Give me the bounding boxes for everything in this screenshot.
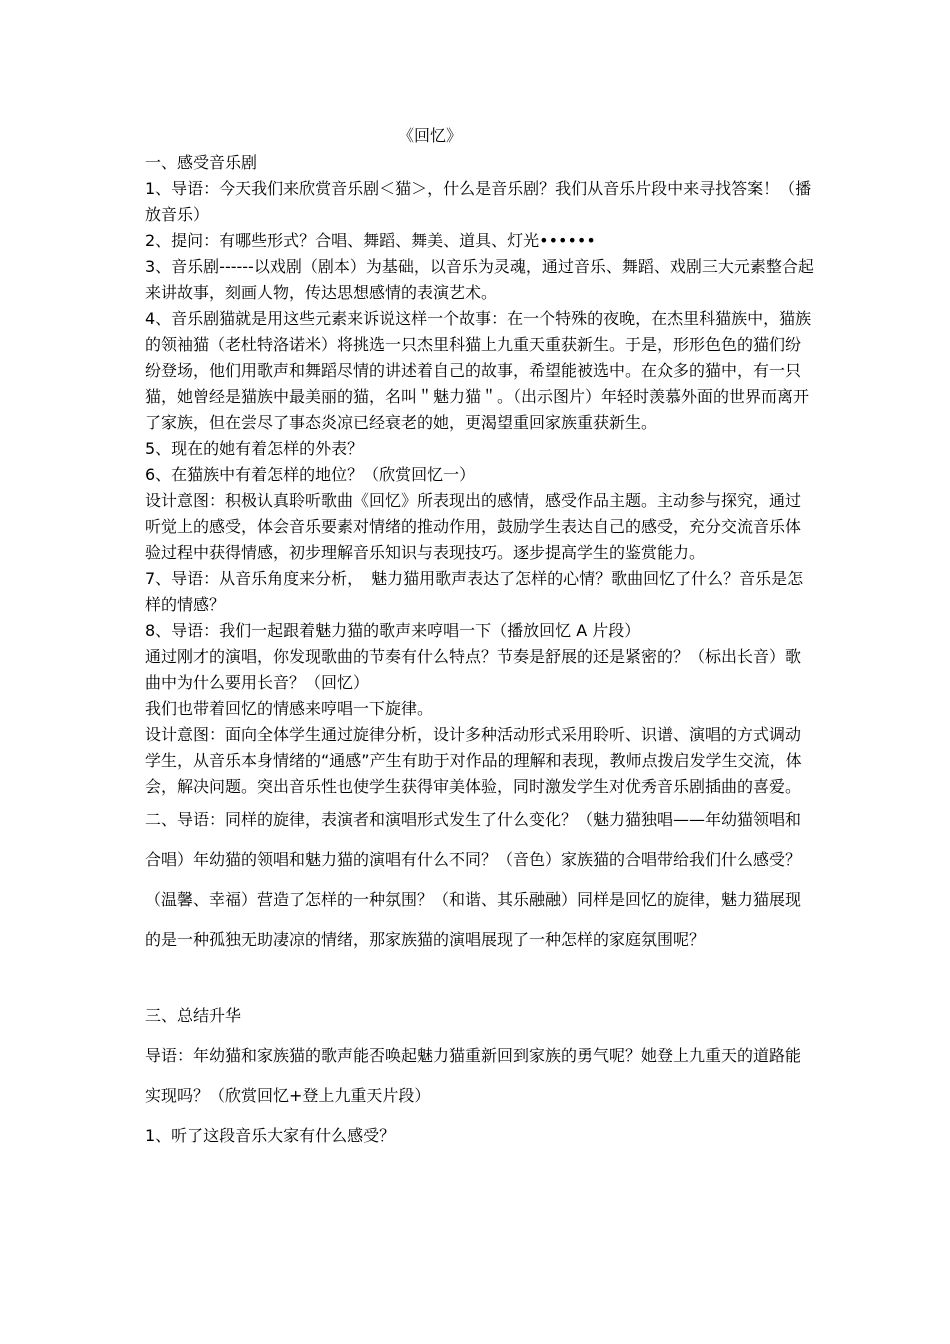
hum-melody: 我们也带着回忆的情感来哼唱一下旋律。: [145, 699, 434, 718]
section-2-paragraph: 二、导语：同样的旋律，表演者和演唱形式发生了什么变化？（魅力猫独唱——年幼猫领唱和合唱）年幼猫的领唱和魅力猫的演唱有什么不同？（音色）家族猫的合唱带给我们什么感受？（温馨、幸福）营造了怎样的一种氛围？（和谐、其乐融融）同样是回忆的旋律，魅力猫展现的是一种孤独无助凄凉的情绪，那家族猫的演唱展现了一种怎样的家庭氛围呢？: [145, 810, 802, 949]
section-3-intro: 导语：年幼猫和家族猫的歌声能否唤起魅力猫重新回到家族的勇气呢？她登上九重天的道路能实现吗？（欣赏回忆+登上九重天片段）: [145, 1046, 802, 1105]
section-3-heading: 三、总结升华: [145, 1006, 242, 1025]
section-3-question-1: 1、听了这段音乐大家有什么感受？: [145, 1126, 396, 1145]
spacer: [145, 960, 815, 996]
design-intent-2: 设计意图：面向全体学生通过旋律分析，设计多种活动形式采用聆听、识谱、演唱的方式调动学生，从音乐本身情绪的“通感”产生有助于对作品的理解和表现，教师点拨启发学生交流，体会，解决问题。突出音乐性也使学生获得审美体验，同时激发学生对优秀音乐剧插曲的喜爱。: [145, 725, 802, 796]
paragraph-7: 7、导语：从音乐角度来分析， 魅力猫用歌声表达了怎样的心情？歌曲回忆了什么？音乐是怎样的情感？: [145, 569, 804, 614]
section-1-heading: 一、感受音乐剧: [145, 153, 258, 172]
document-page: [145, 122, 815, 1156]
paragraph-6: 6、在猫族中有着怎样的地位？（欣赏回忆一）: [145, 465, 476, 484]
paragraph-2: 2、提问：有哪些形式？合唱、舞蹈、舞美、道具、灯光••••••: [145, 231, 596, 250]
paragraph-3: 3、音乐剧------以戏剧（剧本）为基础，以音乐为灵魂，通过音乐、舞蹈、戏剧三大元素整合起来讲故事，刻画人物，传达思想感情的表演艺术。: [145, 257, 814, 302]
paragraph-1: 1、导语：今天我们来欣赏音乐剧＜猫＞，什么是音乐剧？我们从音乐片段中来寻找答案！（播放音乐）: [145, 179, 812, 224]
document-title: 《回忆》: [398, 126, 463, 145]
paragraph-8: 8、导语：我们一起跟着魅力猫的歌声来哼唱一下（播放回忆 A 片段）: [145, 621, 641, 640]
paragraph-4: 4、音乐剧猫就是用这些元素来诉说这样一个故事：在一个特殊的夜晚，在杰里科猫族中，猫族的领袖猫（老杜特洛诺米）将挑选一只杰里科猫上九重天重获新生。于是，形形色色的猫们纷纷登场，他们用歌声和舞蹈尽情的讲述着自己的故事，希望能被选中。在众多的猫中，有一只猫，她曾经是猫族中最美丽的猫，名叫＂魅力猫＂。（出示图片）年轻时羡慕外面的世界而离开了家族，但在尝尽了事态炎凉已经衰老的她，更渴望重回家族重获新生。: [145, 309, 812, 432]
paragraph-5: 5、现在的她有着怎样的外表？: [145, 439, 364, 458]
rhythm-question: 通过刚才的演唱，你发现歌曲的节奏有什么特点？节奏是舒展的还是紧密的？（标出长音）歌曲中为什么要用长音？（回忆）: [145, 647, 802, 692]
design-intent-1: 设计意图：积极认真聆听歌曲《回忆》所表现出的感情，感受作品主题。主动参与探究，通过听觉上的感受，体会音乐要素对情绪的推动作用，鼓励学生表达自己的感受，充分交流音乐体验过程中获得情感，初步理解音乐知识与表现技巧。逐步提高学生的鉴赏能力。: [145, 491, 802, 562]
